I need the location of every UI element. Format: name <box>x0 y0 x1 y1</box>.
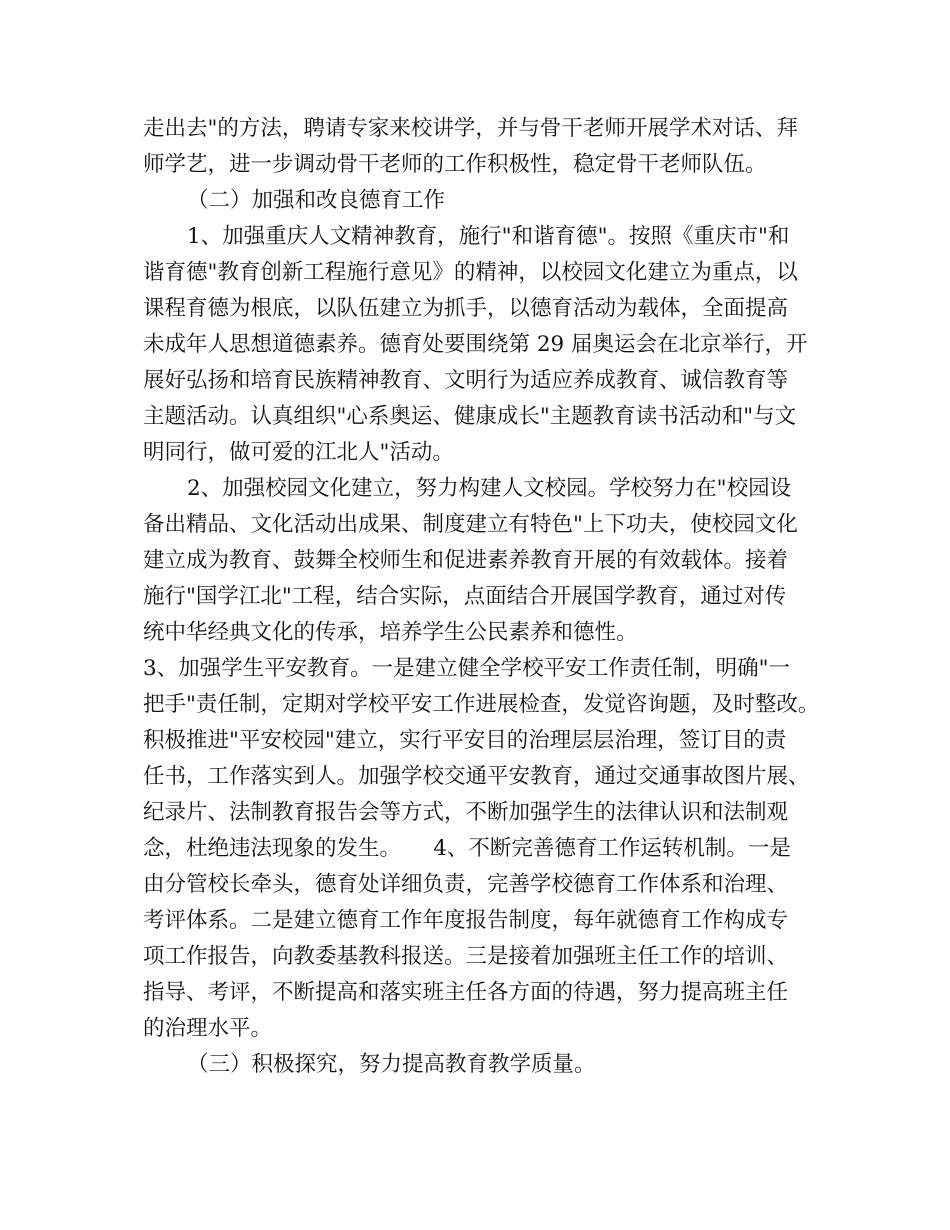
text-line: 备出精品、文化活动出成果、制度建立有特色"上下功夫，使校园文化 <box>143 512 798 537</box>
text-line: 1、加强重庆人文精神教育，施行"和谐育德"。按照《重庆市"和 <box>187 224 790 249</box>
text-line: 考评体系。二是建立德育工作年度报告制度，每年就德育工作构成专 <box>143 908 789 933</box>
text-line: 施行"国学江北"工程，结合实际，点面结合开展国学教育，通过对传 <box>143 584 787 609</box>
text-line: 展好弘扬和培育民族精神教育、文明行为适应养成教育、诚信教育等 <box>143 368 789 393</box>
text-line: 积极推进"平安校园"建立，实行平安目的治理层层治理，签订目的责 <box>143 728 787 753</box>
section-heading: （二）加强和改良德育工作 <box>187 188 446 213</box>
text-line: 任书，工作落实到人。加强学校交通平安教育，通过交通事故图片展、 <box>143 764 810 789</box>
text-line: 纪录片、法制教育报告会等方式，不断加强学生的法律认识和法制观 <box>143 800 789 825</box>
text-line: 师学艺，进一步调动骨干老师的工作积极性，稳定骨干老师队伍。 <box>143 152 767 177</box>
text-line: 主题活动。认真组织"心系奥运、健康成长"主题教育读书活动和"与文 <box>143 404 797 429</box>
text-line: 统中华经典文化的传承，培养学生公民素养和德性。 <box>143 620 638 645</box>
text-line: 明同行，做可爱的江北人"活动。 <box>143 440 454 465</box>
text-line: 项工作报告，向教委基教科报送。三是接着加强班主任工作的培训、 <box>143 944 789 969</box>
text-line: 谐育德"教育创新工程施行意见》的精神，以校园文化建立为重点，以 <box>143 260 798 285</box>
text-line: 建立成为教育、鼓舞全校师生和促进素养教育开展的有效载体。接着 <box>143 548 789 573</box>
text-line: 走出去"的方法，聘请专家来校讲学，并与骨干老师开展学术对话、拜 <box>143 116 798 141</box>
text-line: 的治理水平。 <box>143 1016 273 1041</box>
text-line: 把手"责任制，定期对学校平安工作进展检查，发觉咨询题，及时整改。 <box>143 692 820 717</box>
text-line: 3、加强学生平安教育。一是建立健全学校平安工作责任制，明确"一 <box>143 656 791 681</box>
text-line: 2、加强校园文化建立，努力构建人文校园。学校努力在"校园设 <box>187 476 792 501</box>
text-line: 念，杜绝违法现象的发生。 4、不断完善德育工作运转机制。一是 <box>143 836 791 861</box>
section-heading: （三）积极探究，努力提高教育教学质量。 <box>187 1052 596 1077</box>
text-line: 由分管校长牵头，德育处详细负责，完善学校德育工作体系和治理、 <box>143 872 789 897</box>
text-line: 未成年人思想道德素养。德育处要围绕第 29 届奥运会在北京举行，开 <box>143 332 808 357</box>
text-line: 指导、考评，不断提高和落实班主任各方面的待遇，努力提高班主任 <box>143 980 789 1005</box>
text-line: 课程育德为根底，以队伍建立为抓手，以德育活动为载体，全面提高 <box>143 296 789 321</box>
